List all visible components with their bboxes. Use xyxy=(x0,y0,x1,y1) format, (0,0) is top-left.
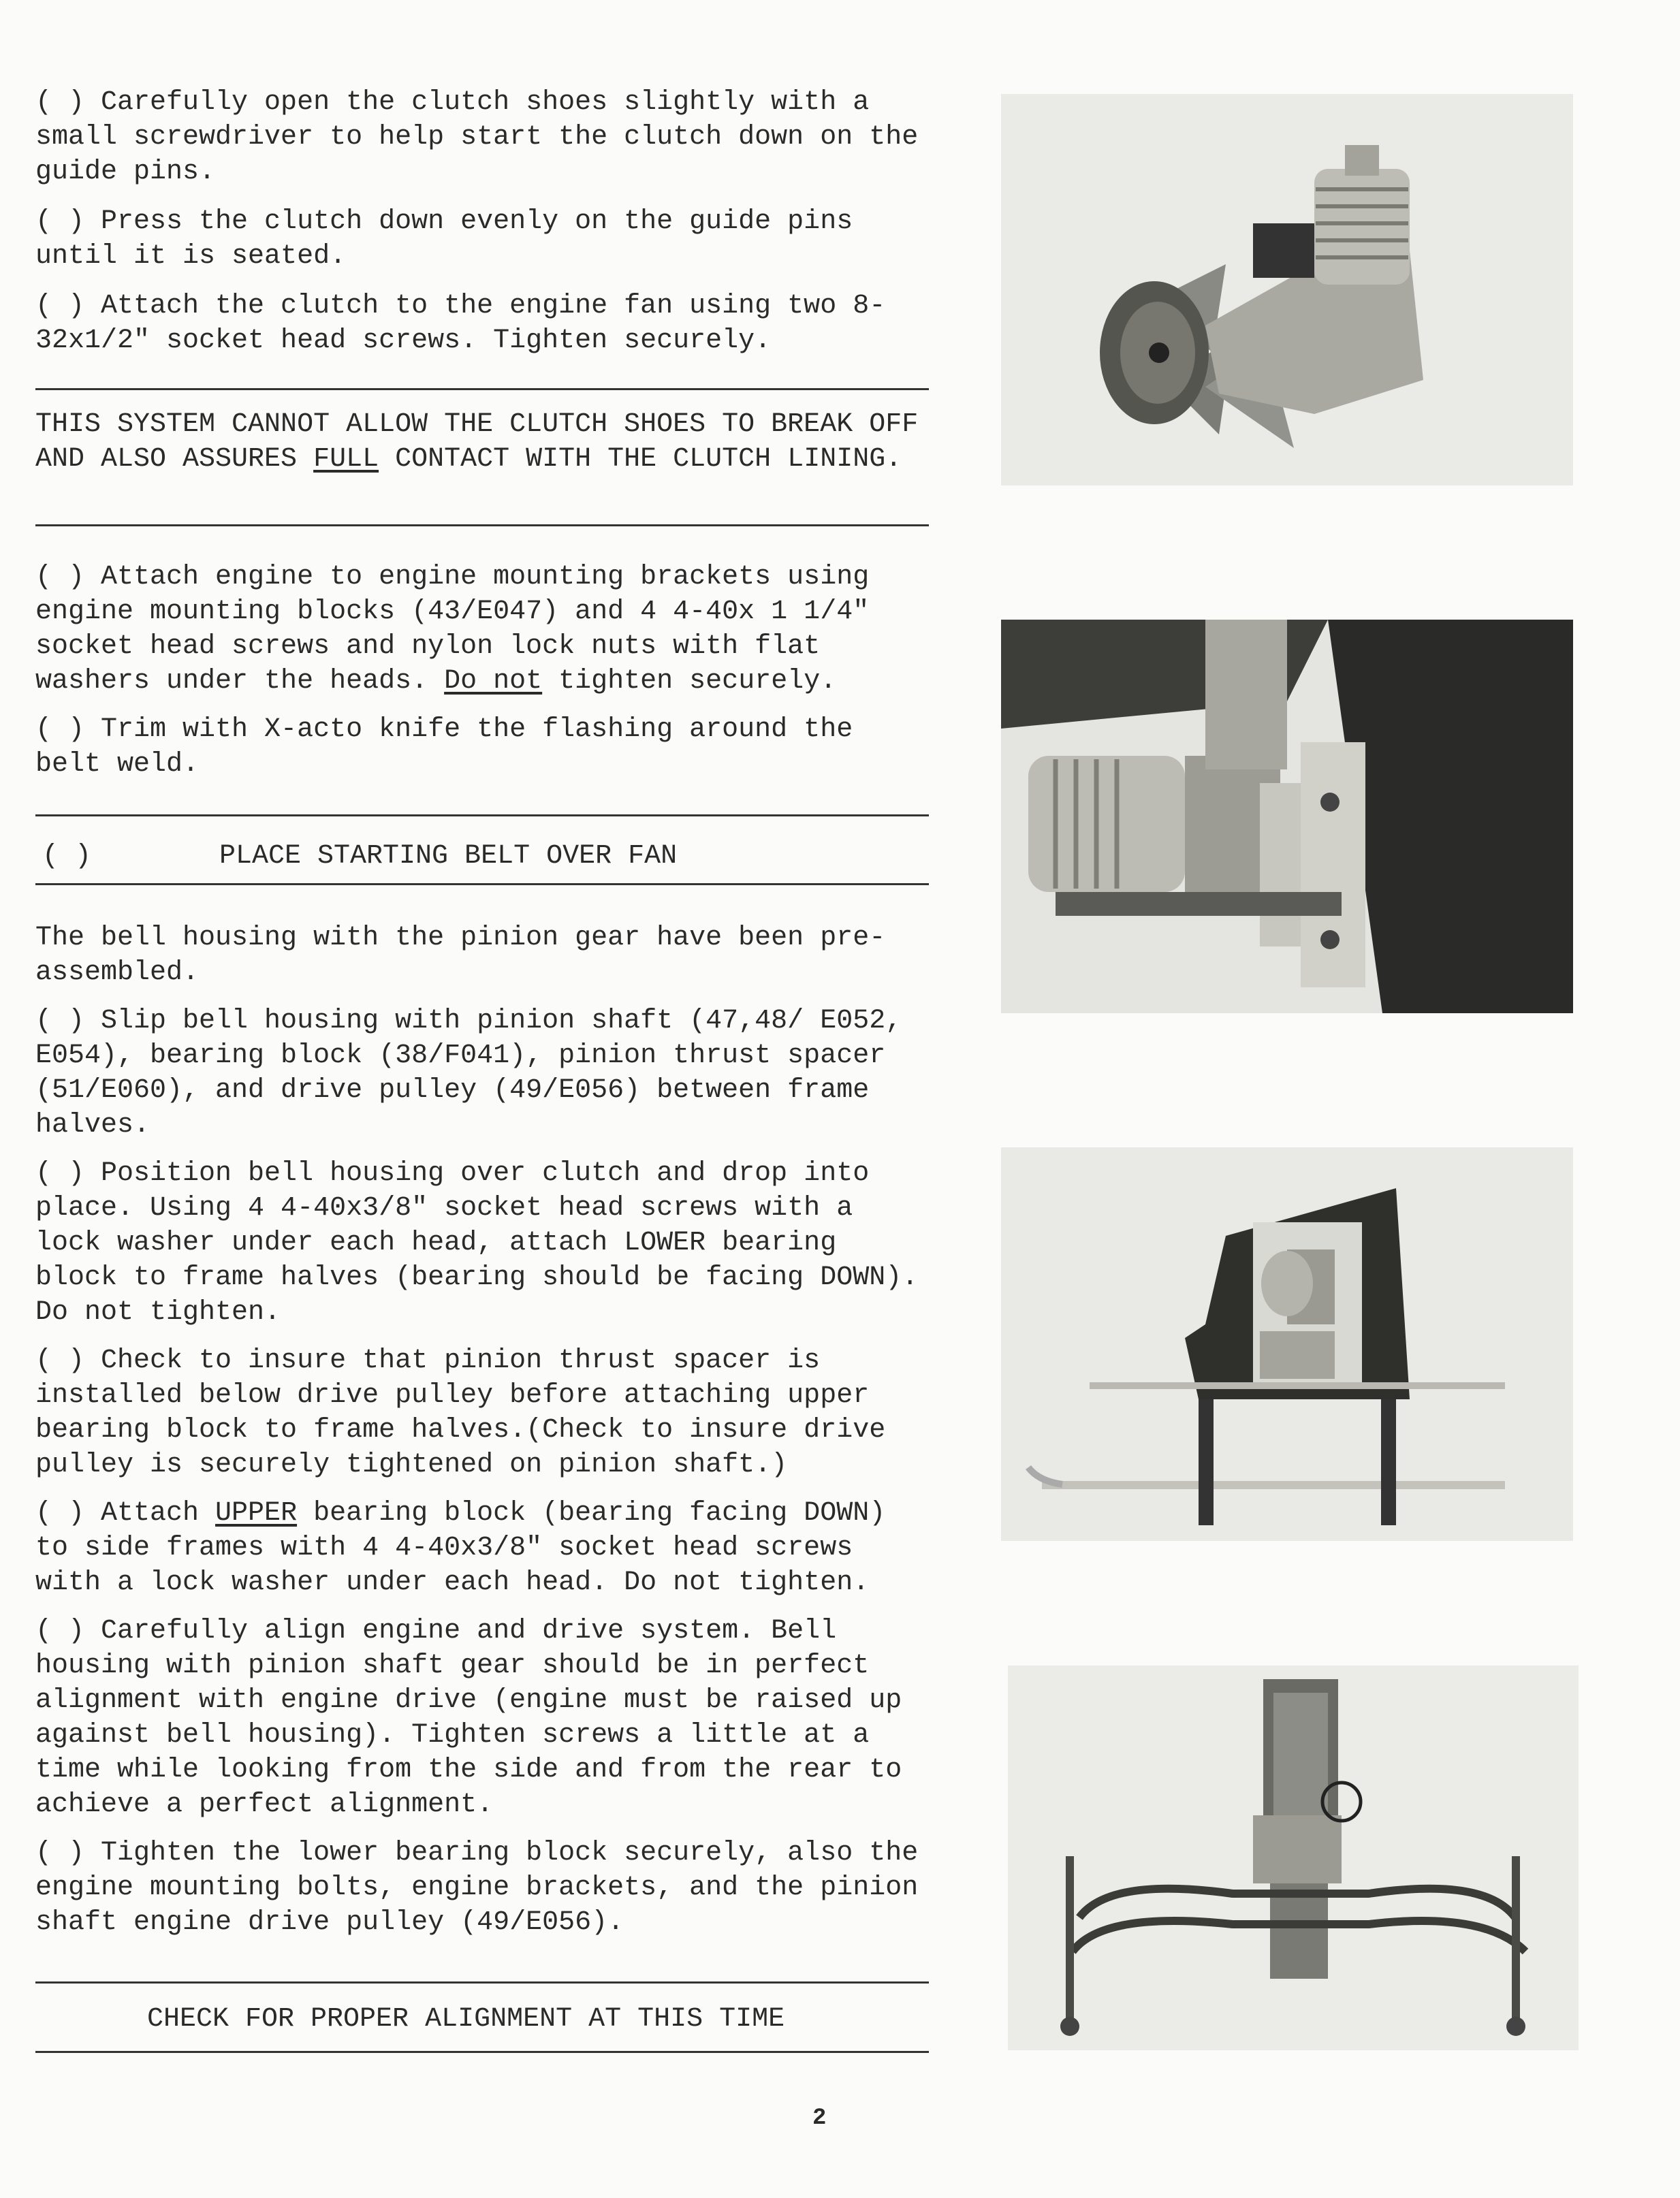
divider xyxy=(35,814,929,816)
step-attach-clutch-to-fan: ( ) Attach the clutch to the engine fan using two 8-32x1/2" socket head screws. Tighten securely. xyxy=(35,291,886,356)
step-attach-upper-block: ( ) Attach UPPER bearing block (bearing facing DOWN) to side frames with 4 4-40x3/8" socket head screws with a lock washer under each head. Do not tighten. xyxy=(35,1498,886,1598)
divider xyxy=(35,1981,929,1984)
step-align-engine: ( ) Carefully align engine and drive system. Bell housing with pinion shaft gear should be in perfect alignment with engine drive (engine must be raised up against bell housing). Tighten screws a little at a time while looking from the side and from the rear to achieve a perfect alignment. xyxy=(35,1616,902,1820)
divider xyxy=(35,524,929,526)
clutch-steps xyxy=(35,85,934,358)
page-number: 2 xyxy=(812,2105,827,2131)
step-slip-bell-housing: ( ) Slip bell housing with pinion shaft (47,48/ E052, E054), bearing block (38/F041), pinion thrust spacer (51/E060), and drive pulley (49/E056) between frame halves. xyxy=(35,1006,902,1141)
notice-block xyxy=(35,407,934,477)
divider xyxy=(35,2051,929,2053)
engine-steps xyxy=(35,560,934,782)
step-attach-engine: ( ) Attach engine to engine mounting brackets using engine mounting blocks (43/E047) and 4 4-40x 1 1/4" socket head screws and nylon lock nuts with flat washers under the heads. Do not tighten securely. xyxy=(35,562,870,697)
step-trim-flashing: ( ) Trim with X-acto knife the flashing around the belt weld. xyxy=(35,714,853,780)
banner-checkbox: ( ) xyxy=(42,841,92,872)
divider xyxy=(35,388,929,390)
step-position-bell-housing: ( ) Position bell housing over clutch and drop into place. Using 4 4-40x3/8" socket head screws with a lock washer under each head, attach LOWER bearing block to frame halves (bearing should be facing DOWN). Do not tighten. xyxy=(35,1158,919,1328)
bell-housing-steps xyxy=(35,921,934,1940)
step-press-clutch-down: ( ) Press the clutch down evenly on the guide pins until it is seated. xyxy=(35,206,853,272)
frame-rear-view-photo xyxy=(1008,1666,1579,2050)
banner-starting-belt: PLACE STARTING BELT OVER FAN xyxy=(219,841,678,872)
banner-check-alignment: CHECK FOR PROPER ALIGNMENT AT THIS TIME xyxy=(147,2004,785,2035)
engine-mounted-bracket-photo xyxy=(1001,620,1573,1013)
engine-with-clutch-photo xyxy=(1001,94,1573,485)
frame-side-view-photo xyxy=(1001,1147,1573,1541)
step-tighten-lower-block: ( ) Tighten the lower bearing block securely, also the engine mounting bolts, engine brackets, and the pinion shaft engine drive pulley (49/E056). xyxy=(35,1838,919,1938)
notice-text: THIS SYSTEM CANNOT ALLOW THE CLUTCH SHOES TO BREAK OFF AND ALSO ASSURES FULL CONTACT WITH THE CLUTCH LINING. xyxy=(35,409,919,475)
bell-intro: The bell housing with the pinion gear have been pre-assembled. xyxy=(35,923,886,988)
step-check-thrust-spacer: ( ) Check to insure that pinion thrust spacer is installed below drive pulley before attaching upper bearing block to frame halves.(Check to insure drive pulley is securely tightened on pinion shaft.) xyxy=(35,1345,886,1480)
divider xyxy=(35,883,929,885)
step-open-clutch-shoes: ( ) Carefully open the clutch shoes slightly with a small screwdriver to help start the clutch down on the guide pins. xyxy=(35,87,919,187)
